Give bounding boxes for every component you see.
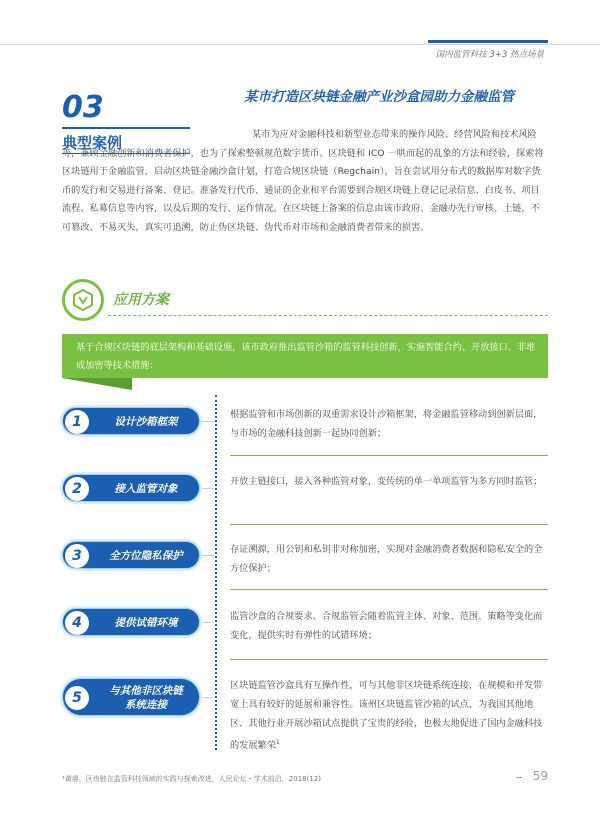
running-title: 国内监管科技 3+3 热点场景 — [435, 50, 544, 60]
step-pill-4 — [62, 608, 200, 636]
solution-badge — [62, 279, 104, 321]
step-divider — [230, 659, 548, 660]
step-label: 设计沙箱框架 — [114, 416, 178, 428]
footnote-marker: 1 — [275, 739, 280, 746]
step-number: 5 — [65, 686, 89, 710]
step-label-line-2: 系统连接 — [125, 699, 167, 711]
step-divider — [230, 589, 548, 590]
step-text-1: 根据监管和市场创新的双重需求设计沙箱框架，将金融监管移动到创新层面，与市场的金融科技创新一起协同创新； — [230, 409, 543, 439]
step-text-3: 存证溯源，用公钥和私钥非对称加密，实现对金融消费者数据和隐私安全的全方位保护； — [230, 544, 543, 574]
step-text-4: 监管沙盒的合规要求、合规监管会随着监管主体、对象、范围、策略等变化而变化，提供实时有弹性的试错环境； — [230, 611, 543, 641]
step-pill-2 — [62, 474, 200, 502]
step-label — [93, 679, 199, 717]
step-divider — [230, 524, 548, 525]
intro-text: 某市为应对金融科技和新型业态带来的操作风险、经营风险和技术风险等，兼顾金融创新和消费者保护，也为了探索整顿规范数字货币、区块链和 ICO 一哄而起的乱象的方法和经验，探索将区块链用于金融监管，启动区块链金融沙盒计划，打造合规区块链（Regchain），旨在尝试用分布式的数据库对数字货币的发行和交易进行备案、登记。准备发行代币、通证的企业和平台需要到合规区块链上登记记录信息、白皮书、项目流程、私募信息等内容，以及后期的发行、运作情况。在区块链上备案的信息由该市政府、金融办先行审核、上链，不可篡改、不易灭失，真实可追溯，防止伪区块链、伪代币对市场和金融消费者带来的损害。 — [62, 129, 544, 233]
case-label: 典型案例 — [62, 134, 123, 152]
step-label: 接入监管对象 — [114, 483, 178, 495]
step-connector — [202, 697, 214, 698]
step-text-5 — [230, 676, 548, 755]
solution-divider — [108, 315, 548, 316]
step-label: 提供试错环境 — [114, 617, 178, 629]
case-number: 03 — [62, 90, 104, 125]
step-pill-1 — [62, 407, 200, 435]
timeline-spine — [215, 395, 217, 750]
step-connector — [202, 488, 214, 489]
article-title: 某市打造区块链金融产业沙盒园助力金融监管 — [244, 89, 514, 105]
summary-box-fold — [62, 378, 132, 390]
step-connector — [202, 622, 214, 623]
step-divider — [230, 455, 548, 456]
header-tab-accent — [428, 40, 548, 43]
step-pill-5 — [62, 678, 200, 716]
step-number: 1 — [65, 410, 89, 434]
step-number: 4 — [65, 611, 89, 635]
step-connector — [202, 555, 214, 556]
summary-text: 基于合规区块链的底层架构和基础设施，该市政府推出监管沙箱的监管科技创新，实施智能合约、开放接口、非堆成加密等技术措施： — [76, 342, 536, 371]
page-number: 59 — [532, 769, 548, 783]
intro-paragraph — [62, 126, 548, 238]
header-rule — [0, 44, 600, 45]
step-pill-3 — [62, 541, 200, 569]
cube-icon — [71, 288, 95, 312]
footnote: ¹黄震，区块链在监管科技领域的实践与探索改进，人民论坛・学术前沿，2018(12) — [62, 775, 321, 783]
step-number: 2 — [65, 477, 89, 501]
solution-title: 应用方案 — [113, 292, 169, 308]
page-number-dash — [516, 777, 522, 778]
step-text-2: 开放主链接口，接入各种监管对象，变传统的单一单项监管为多方同时监管； — [230, 476, 543, 487]
step-label: 全方位隐私保护 — [109, 550, 183, 562]
step-text-5-body: 区块链监管沙盒具有互操作性，可与其他非区块链系统连接，在规模和并发带宽上具有较好的延展和兼容性。该州区块链监管沙箱的试点，为我国其他地区、其他行业开展沙箱试点提供了宝贵的经验，也极大地促进了国内金融科技的发展繁荣 — [230, 680, 543, 752]
step-label-line-1: 与其他非区块链 — [109, 685, 183, 697]
step-number: 3 — [65, 544, 89, 568]
step-connector — [202, 421, 214, 422]
